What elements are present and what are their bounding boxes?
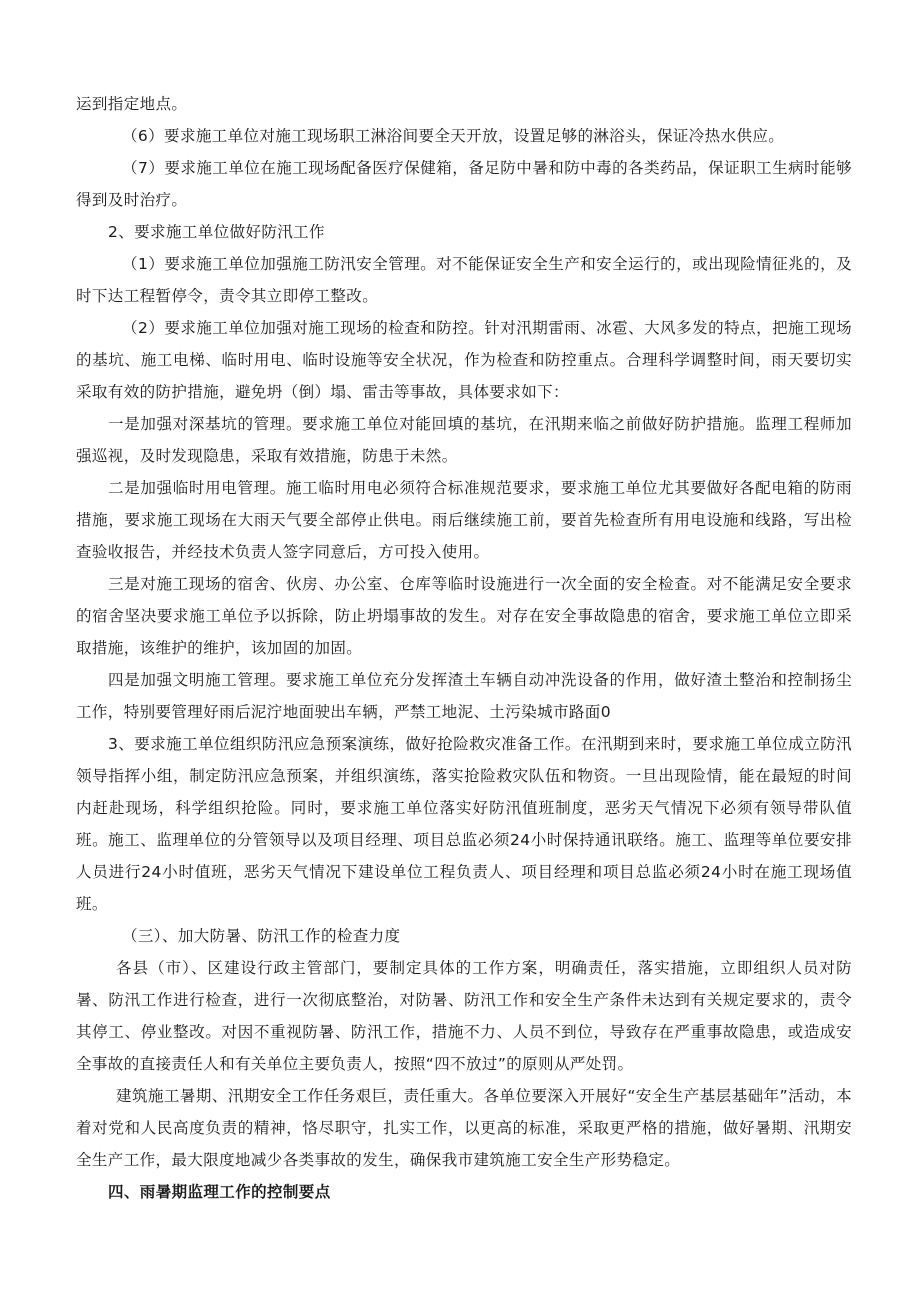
paragraph-item-7: （7）要求施工单位在施工现场配备医疗保健箱，备足防中暑和防中毒的各类药品，保证职工生病时能够得到及时治疗。: [76, 159, 852, 209]
section-paragraph-3: 3、要求施工单位组织防汛应急预案演练，做好抢险救灾准备工作。在汛期到来时，要求施工单位成立防汛领导指挥小组，制定防汛应急预案，并组织演练，落实抢险救灾队伍和物资。一旦出现险情，能在最短的时间内赶赴现场，科学组织抢险。同时，要求施工单位落实好防汛值班制度，恶劣天气情况下必须有领导带队值班。施工、监理单位的分管领导以及项目经理、项目总监必须24小时保持通讯联络。施工、监理等单位要安排人员进行24小时值班，恶劣天气情况下建设单位工程负责人、项目经理和项目总监必须24小时在施工现场值班。: [76, 735, 852, 913]
paragraph-point-1: 一是加强对深基坑的管理。要求施工单位对能回填的基坑，在汛期来临之前做好防护措施。监理工程师加强巡视，及时发现隐患，采取有效措施，防患于未然。: [76, 415, 852, 465]
paragraph-point-2: 二是加强临时用电管理。施工临时用电必须符合标准规范要求，要求施工单位尤其要做好各配电箱的防雨措施，要求施工现场在大雨天气要全部停止供电。雨后继续施工前，要首先检查所有用电设施和线路，写出检查验收报告，并经技术负责人签字同意后，方可投入使用。: [76, 479, 852, 561]
paragraph-continuation: 运到指定地点。: [76, 95, 188, 113]
paragraph-point-3: 三是对施工现场的宿舍、伙房、办公室、仓库等临时设施进行一次全面的安全检查。对不能满足安全要求的宿舍坚决要求施工单位予以拆除，防止坍塌事故的发生。对存在安全事故隐患的宿舍，要求施工单位立即采取措施，该维护的维护，该加固的加固。: [76, 575, 852, 657]
paragraph-item-2: （2）要求施工单位加强对施工现场的检查和防控。针对汛期雷雨、冰雹、大风多发的特点，把施工现场的基坑、施工电梯、临时用电、临时设施等安全状况，作为检查和防控重点。合理科学调整时间，雨天要切实采取有效的防护措施，避免坍（倒）塌、雷击等事故，具体要求如下：: [76, 319, 852, 401]
paragraph-summary: 建筑施工暑期、汛期安全工作任务艰巨，责任重大。各单位要深入开展好“安全生产基层基础年”活动，本着对党和人民高度负责的精神，恪尽职守，扎实工作，以更高的标准，采取更严格的措施，做好暑期、汛期安全生产工作，最大限度地减少各类事故的发生，确保我市建筑施工安全生产形势稳定。: [76, 1087, 852, 1169]
paragraph-inspection: 各县（市）、区建设行政主管部门，要制定具体的工作方案，明确责任，落实措施，立即组织人员对防暑、防汛工作进行检查，进行一次彻底整治，对防暑、防汛工作和安全生产条件未达到有关规定要求的，责令其停工、停业整改。对因不重视防暑、防汛工作，措施不力、人员不到位，导致存在严重事故隐患，或造成安全事故的直接责任人和有关单位主要负责人，按照“四不放过”的原则从严处罚。: [76, 959, 852, 1073]
paragraph-item-1: （1）要求施工单位加强施工防汛安全管理。对不能保证安全生产和安全运行的，或出现险情征兆的，及时下达工程暂停令，责令其立即停工整改。: [76, 255, 852, 305]
section-heading-2: 2、要求施工单位做好防汛工作: [108, 223, 325, 241]
paragraph-item-6: （6）要求施工单位对施工现场职工淋浴间要全天开放，设置足够的淋浴头，保证冷热水供应。: [122, 127, 785, 145]
subsection-heading-3: （三）、加大防暑、防汛工作的检查力度: [122, 927, 401, 945]
paragraph-point-4: 四是加强文明施工管理。要求施工单位充分发挥渣土车辆自动冲洗设备的作用，做好渣土整治和控制扬尘工作，特别要管理好雨后泥泞地面驶出车辆，严禁工地泥、土污染城市路面0: [76, 671, 852, 721]
section-heading-4: 四、雨暑期监理工作的控制要点: [108, 1183, 331, 1201]
